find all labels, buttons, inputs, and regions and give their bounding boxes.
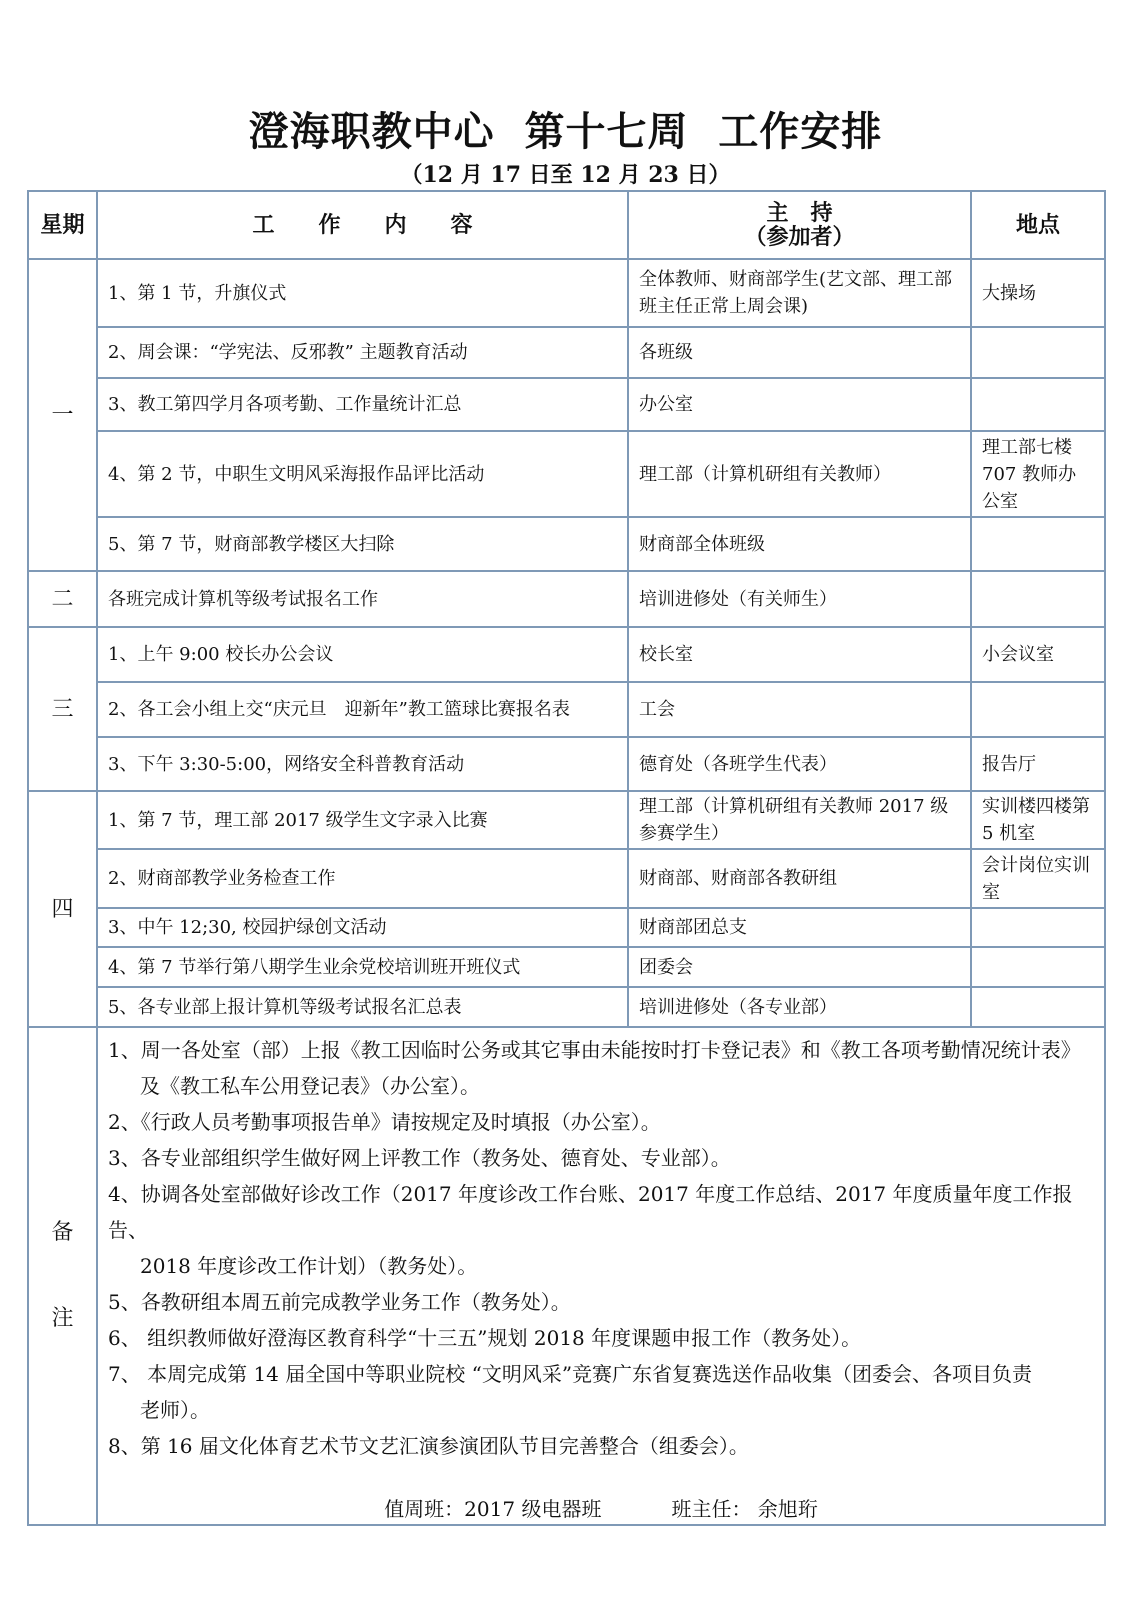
header-host-line2: （参加者） [744, 224, 855, 250]
notes-label [28, 1027, 97, 1525]
table-row [28, 517, 1105, 571]
note-item [108, 1176, 1094, 1284]
table-row [28, 627, 1105, 682]
table-row [28, 908, 1105, 947]
header-place: 地点 [971, 191, 1105, 259]
note-item [108, 1104, 1094, 1140]
note-item [108, 1428, 1094, 1464]
row-host: 办公室 [628, 378, 971, 431]
row-place [971, 947, 1105, 987]
duty-line [108, 1494, 1094, 1524]
note-continuation: 老师）。 [140, 1398, 210, 1422]
table-row [28, 259, 1105, 327]
row-place: 报告厅 [971, 737, 1105, 791]
row-place: 大操场 [971, 259, 1105, 327]
day-label: 三 [28, 627, 97, 791]
row-host: 各班级 [628, 327, 971, 378]
row-place: 小会议室 [971, 627, 1105, 682]
page-title: 澄海职教中心 第十七周 工作安排 [248, 108, 883, 155]
note-continuation: 及《教工私车公用登记表》（办公室）。 [140, 1074, 480, 1098]
row-host: 理工部（计算机研组有关教师） [628, 431, 971, 517]
note-text: 1、周一各处室（部）上报《教工因临时公务或其它事由未能按时打卡登记表》和《教工各项考勤情况统计表》 [108, 1038, 1081, 1062]
row-host: 财商部团总支 [628, 908, 971, 947]
header-content: 工 作 内 容 [97, 191, 628, 259]
note-text: 6、 组织教师做好澄海区教育科学“十三五”规划 2018 年度课题申报工作（教务处）。 [108, 1326, 862, 1350]
row-host: 校长室 [628, 627, 971, 682]
duty-teacher: 班主任： 余旭珩 [671, 1497, 818, 1521]
row-host: 培训进修处（有关师生） [628, 571, 971, 627]
note-item [108, 1320, 1094, 1356]
row-place [971, 908, 1105, 947]
table-row [28, 378, 1105, 431]
row-place [971, 517, 1105, 571]
row-content: 3、下午 3:30-5:00，网络安全科普教育活动 [97, 737, 628, 791]
note-item [108, 1284, 1094, 1320]
row-place [971, 682, 1105, 737]
header-host [628, 191, 971, 259]
notes-cell [97, 1027, 1105, 1525]
note-item [108, 1032, 1094, 1104]
row-host: 团委会 [628, 947, 971, 987]
table-row [28, 947, 1105, 987]
row-place [971, 327, 1105, 378]
row-host: 理工部（计算机研组有关教师 2017 级参赛学生） [628, 791, 971, 849]
note-item [108, 1356, 1094, 1428]
row-content: 3、中午 12;30, 校园护绿创文活动 [97, 908, 628, 947]
row-content: 5、各专业部上报计算机等级考试报名汇总表 [97, 987, 628, 1027]
row-content: 2、财商部教学业务检查工作 [97, 849, 628, 908]
note-text: 4、协调各处室部做好诊改工作（2017 年度诊改工作台账、2017 年度工作总结、2017 年度质量年度工作报告、 [108, 1182, 1073, 1242]
row-content: 2、周会课：“学宪法、反邪教” 主题教育活动 [97, 327, 628, 378]
header-host-line1: 主 持 [766, 200, 833, 226]
row-content: 2、各工会小组上交“庆元旦 迎新年”教工篮球比赛报名表 [97, 682, 628, 737]
row-content: 4、第 2 节，中职生文明风采海报作品评比活动 [97, 431, 628, 517]
row-place [971, 378, 1105, 431]
row-content: 4、第 7 节举行第八期学生业余党校培训班开班仪式 [97, 947, 628, 987]
table-row [28, 987, 1105, 1027]
row-content: 3、教工第四学月各项考勤、工作量统计汇总 [97, 378, 628, 431]
row-host: 财商部全体班级 [628, 517, 971, 571]
schedule-table [27, 190, 1106, 1526]
row-place [971, 987, 1105, 1027]
note-text: 5、各教研组本周五前完成教学业务工作（教务处）。 [108, 1290, 571, 1314]
notes-label-1: 备 [51, 1220, 74, 1245]
table-row [28, 431, 1105, 517]
row-content: 1、第 7 节，理工部 2017 级学生文字录入比赛 [97, 791, 628, 849]
row-host: 培训进修处（各专业部） [628, 987, 971, 1027]
table-row [28, 791, 1105, 849]
row-host: 工会 [628, 682, 971, 737]
row-content: 1、上午 9:00 校长办公会议 [97, 627, 628, 682]
row-place: 会计岗位实训室 [971, 849, 1105, 908]
day-label: 二 [28, 571, 97, 627]
row-place [971, 571, 1105, 627]
note-text: 2、《行政人员考勤事项报告单》请按规定及时填报（办公室）。 [108, 1110, 661, 1134]
day-label: 一 [28, 259, 97, 571]
table-row [28, 571, 1105, 627]
note-item [108, 1140, 1094, 1176]
note-text: 7、 本周完成第 14 届全国中等职业院校 “文明风采”竞赛广东省复赛选送作品收集（团委会、各项目负责 [108, 1362, 1033, 1386]
notes-label-2: 注 [51, 1306, 74, 1331]
table-row [28, 849, 1105, 908]
duty-class: 值周班：2017 级电器班 [384, 1497, 602, 1521]
table-row [28, 682, 1105, 737]
row-content: 1、第 1 节，升旗仪式 [97, 259, 628, 327]
row-content: 5、第 7 节，财商部教学楼区大扫除 [97, 517, 628, 571]
row-host: 财商部、财商部各教研组 [628, 849, 971, 908]
row-place: 理工部七楼 707 教师办公室 [971, 431, 1105, 517]
row-content: 各班完成计算机等级考试报名工作 [97, 571, 628, 627]
note-continuation: 2018 年度诊改工作计划）（教务处）。 [140, 1254, 478, 1278]
day-label: 四 [28, 791, 97, 1027]
note-text: 8、第 16 届文化体育艺术节文艺汇演参演团队节目完善整合（组委会）。 [108, 1434, 749, 1458]
date-range: （12 月 17 日至 12 月 23 日） [400, 162, 731, 188]
table-row [28, 327, 1105, 378]
notes-row [28, 1027, 1105, 1525]
header-row [28, 191, 1105, 259]
table-row [28, 737, 1105, 791]
row-host: 全体教师、财商部学生(艺文部、理工部班主任正常上周会课) [628, 259, 971, 327]
header-day: 星期 [28, 191, 97, 259]
row-place: 实训楼四楼第 5 机室 [971, 791, 1105, 849]
row-host: 德育处（各班学生代表） [628, 737, 971, 791]
note-text: 3、各专业部组织学生做好网上评教工作（教务处、德育处、专业部）。 [108, 1146, 731, 1170]
